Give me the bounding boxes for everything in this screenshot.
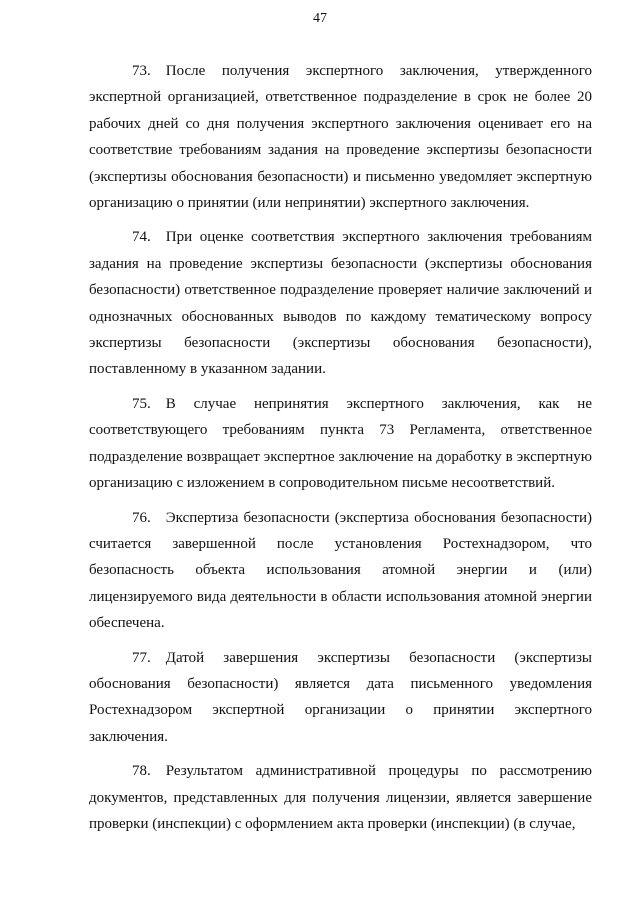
paragraph-73: 73. После получения экспертного заключения, утвержденного экспертной организацией, ответственное подразделение в срок не более 20 рабочих дней со дня получения экспертного заключения оценивает его на соответствие требованиям задания на проведение экспертизы безопасности (экспертизы обоснования безопасности) и письменно уведомляет экспертную организацию о принятии (или непринятии) экспертного заключения.: [89, 63, 592, 212]
paragraph-74: 74. При оценке соответствия экспертного заключения требованиям задания на проведение экспертизы безопасности (экспертизы обоснования безопасности) ответственное подразделение проверяет наличие заключений и однозначных обоснованных выводов по каждому тематическому вопросу экспертизы безопасности (экспертизы обоснования безопасности), поставленному в указанном задании.: [89, 229, 592, 378]
document-body: [89, 58, 592, 845]
page-number: 47: [313, 11, 327, 26]
paragraph-78: 78. Результатом административной процедуры по рассмотрению документов, представленных для получения лицензии, является завершение проверки (инспекции) с оформлением акта проверки (инспекции) (в случае,: [89, 763, 592, 832]
paragraph-75: 75. В случае непринятия экспертного заключения, как не соответствующего требованиям пункта 73 Регламента, ответственное подразделение возвращает экспертное заключение на доработку в экспертную организацию с изложением в сопроводительном письме несоответствий.: [89, 395, 592, 492]
paragraph-76: 76. Экспертиза безопасности (экспертиза обоснования безопасности) считается завершенной после установления Ростехнадзором, что безопасность объекта использования атомной энергии и (или) лицензируемого вида деятельности в области использования атомной энергии обеспечена.: [89, 509, 592, 632]
paragraph-77: 77. Датой завершения экспертизы безопасности (экспертизы обоснования безопасности) является дата письменного уведомления Ростехнадзором экспертной организации о принятии экспертного заключения.: [89, 649, 592, 745]
